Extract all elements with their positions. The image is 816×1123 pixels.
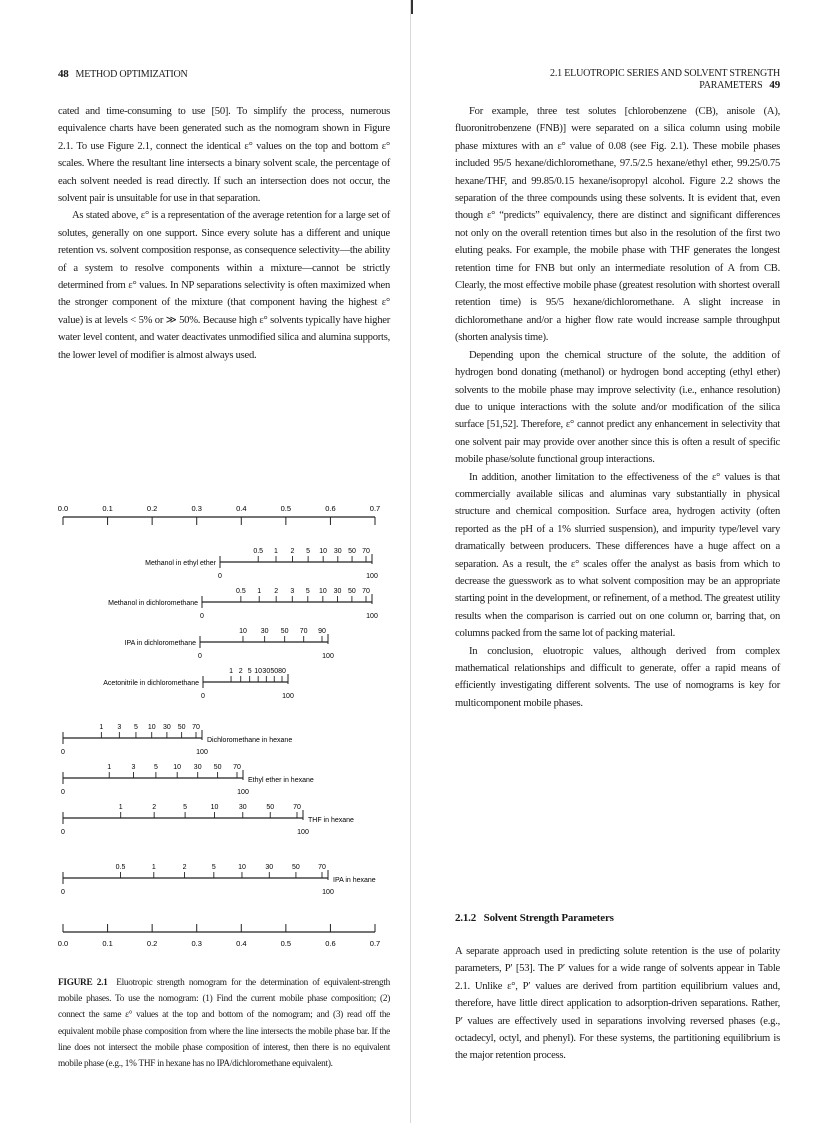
solvent-bar-tick-label: 5 [247,668,252,675]
solvent-bar-tick-label: 30 [333,548,342,555]
solvent-bar-tick-label: 70 [362,588,370,595]
section-heading [455,912,614,924]
solvent-bar-start-label: 0 [198,653,202,660]
solvent-bar-tick-label: 10 [318,588,327,595]
bottom-scale-label: 0.0 [57,939,69,948]
solvent-bar-tick-label: 70 [293,804,301,811]
solvent-bar-tick-label: 2 [238,668,243,675]
solvent-bar-tick-label: 30 [265,864,274,871]
paragraph: In conclusion, eluotropic values, although derived from complex mathematical relationships and difficult to generate, offer a rapid means of efficiently investigating different solvents. The use of nomograms is key for multicomponent mobile phases. [455,645,780,709]
right-page-number: 49 [769,79,780,91]
solvent-bar-name: THF in hexane [308,817,354,824]
top-scale-label: 0.4 [236,504,247,513]
solvent-bar-tick-label: 70 [233,764,241,771]
solvent-bar-tick-label: 70 [192,724,200,731]
solvent-bar-tick-label: 1 [118,804,123,811]
figure-caption-text: Eluotropic strength nomogram for the determination of equivalent-strength mobile phases. To use the nomogram: (1) Find the current mobile phase composition; (2) connect the same ε° values at the top and bottom of the nomogram; and (3) read off the equivalent mobile phase composition from where the line intersects the mobile phase bar. If the line does not intersect the mobile phase composition of interest, then there is no equivalent mobile phase (e.g., 1% THF in hexane has no IPA/dichloromethane equivalent). [58,978,390,1070]
solvent-bar-end-label: 100 [237,789,249,796]
solvent-bar-tick-label: 30 [333,588,342,595]
paragraph: A separate approach used in predicting solute retention is the use of polarity parameters, P′ [53]. The P′ values for a wide range of solvents appear in Table 2.1. Unlike ε°, P′ values are derived from partition equilibrium values and, therefore, have little direct application to adsorption-driven separations. Rather, P′ values are effectively used in separations involving reversed phases (e.g., octadecyl, octyl, and phenyl). For these systems, the partitioning equilibrium is the major retention process. [455,946,780,1062]
solvent-bar-tick-label: 5 [183,804,188,811]
solvent-bar-tick-label: 1 [99,724,104,731]
solvent-bar-tick-label: 5 [153,764,158,771]
solvent-bar-tick-label: 50 [292,864,300,871]
top-scale-label: 0.3 [191,504,202,513]
top-scale-label: 0.7 [369,504,381,513]
solvent-bar-end-label: 100 [297,829,309,836]
solvent-bar-tick-label: 30 [162,724,171,731]
solvent-bar-tick-label: 70 [318,864,326,871]
solvent-bar-tick-label: 50 [213,764,222,771]
solvent-bar-tick-label: 2 [274,588,279,595]
solvent-bar-tick-label: 10 [239,628,247,635]
solvent-bar-tick-label: 80 [278,668,286,675]
top-scale-label: 0.0 [57,504,69,513]
solvent-bar-tick-label: 5 [305,588,310,595]
solvent-bar-name: Acetonitrile in dichloromethane [103,680,199,687]
solvent-bar-tick-label: 50 [177,724,186,731]
solvent-bar-tick-label: 30 [262,668,271,675]
solvent-bar-name: Dichloromethane in hexane [207,737,293,744]
left-page-number: 48 [58,68,69,80]
solvent-bar-end-label: 100 [322,653,334,660]
solvent-bar-tick-label: 0.5 [115,864,126,871]
solvent-bar-end-label: 100 [366,573,378,580]
solvent-bar-tick-label: 10 [210,804,219,811]
solvent-bar-tick-label: 50 [266,804,275,811]
solvent-bar-start-label: 0 [61,749,65,756]
solvent-bar-name: Ethyl ether in hexane [248,777,314,784]
solvent-bar-tick-label: 30 [193,764,202,771]
solvent-bar-end-label: 100 [282,693,294,700]
left-running-title: METHOD OPTIMIZATION [75,69,188,80]
bottom-scale-label: 0.4 [236,939,247,948]
section-number: 2.1.2 [455,912,477,924]
bottom-scale-label: 0.7 [369,939,381,948]
solvent-bar-name: Methanol in dichloromethane [108,600,198,607]
nomogram-figure [50,500,400,960]
bottom-scale-label: 0.1 [102,939,113,948]
solvent-bar-tick-label: 10 [147,724,156,731]
top-scale-label: 0.5 [280,504,292,513]
right-column-text [455,103,780,712]
solvent-bar-tick-label: 5 [211,864,216,871]
solvent-bar-name: IPA in hexane [333,877,376,884]
solvent-bar-start-label: 0 [218,573,222,580]
solvent-bar-tick-label: 2 [152,804,157,811]
bottom-scale-label: 0.5 [280,939,292,948]
solvent-bar-start-label: 0 [61,889,65,896]
left-column-text [58,103,390,364]
nomogram-drawing [58,504,380,948]
solvent-bar-start-label: 0 [201,693,205,700]
paragraph: cated and time-consuming to use [50]. To simplify the process, numerous equivalence charts have been generated such as the nomogram shown in Figure 2.1. To use Figure 2.1, connect the identical ε° values on the top and bottom ε° scales. Where the resultant line intersects a binary solvent scale, the percentage of each solvent needed is read directly. If such an intersection does not occur, the solvent pair is unsuitable for use in that separation. [58,106,390,205]
solvent-bar-tick-label: 50 [280,628,289,635]
paragraph: For example, three test solutes [chlorobenzene (CB), anisole (A), fluoronitrobenzene (FNB)] were separated on a silica column using mobile phase mixtures with an ε° value of 0.08 (see Fig. 2.1). These mobile phases included 95/5 hexane/dichloromethane, 97.5/2.5 hexane/ethyl ether, 99.25/0.75 hexane/THF, and 99.85/0.15 hexane/isopropyl alcohol. Figure 2.2 shows the separation of the three compounds using these solvents. It is evident that, even though ε° “predicts” equivalency, there are distinct and significant differences not only on the overall retention times but also in the resolution of the first two eluting peaks. For example, the mobile phase with THF generates the longest retention time for FNB but only an intermediate resolution of A from CB. Clearly, the most effective mobile phase (greatest resolution with shortest overall retention time) is 95/5 hexane/dichloromethane. A slight increase in dichloromethane and/or a higher flow rate would increase sample throughput (shorten analysis time). [455,106,780,344]
bottom-scale-label: 0.2 [146,939,158,948]
solvent-bar-tick-label: 5 [306,548,311,555]
solvent-bar-tick-label: 0.5 [235,588,246,595]
solvent-bar-tick-label: 50 [348,548,356,555]
solvent-bar-end-label: 100 [366,613,378,620]
section-paragraph-block [455,943,780,1065]
section-title: Solvent Strength Parameters [483,912,614,924]
solvent-bar-tick-label: 50 [348,588,356,595]
paragraph: Depending upon the chemical structure of the solute, the addition of hydrogen bond donating (methanol) or hydrogen bond accepting (ethyl ether) solvents to the mobile phase may improve selectivity (i.e., enhance resolution) due to unique interactions with the solute and/or modification of the silica surface [51,52]. Therefore, ε° cannot predict any enhancement in selectivity that one solvent pair may provide over another since this is often a result of specific mobile phase/solute functional group interactions. [455,349,780,466]
solvent-bar-tick-label: 5 [133,724,138,731]
solvent-bar-tick-label: 10 [319,548,328,555]
solvent-bar-tick-label: 2 [182,864,187,871]
solvent-bar-tick-label: 3 [131,764,136,771]
paragraph: As stated above, ε° is a representation of the average retention for a large set of solutes, generally on one support. Since every solute has a different and unique retention vs. solvent composition response, as consequence selectivity—the ability of a system to resolve components within a mixture—cannot be strictly determined from ε° values. In NP separations selectivity is often maximized when the stronger component of the mixture (that component having the highest ε° value) is at levels < 5% or ≫ 50%. Because high ε° solvents typically have higher water level content, and water deactivates unmodified silica and alumina supports, the lower level of modifier is almost always used. [58,210,390,361]
solvent-bar-tick-label: 1 [229,668,234,675]
solvent-bar-start-label: 0 [61,789,65,796]
solvent-bar-tick-label: 30 [238,804,247,811]
solvent-bar-start-label: 0 [61,829,65,836]
paragraph: In addition, another limitation to the effectiveness of the ε° values is that commercially available silicas and aluminas vary substantially in physical structure and chemical composition. Surface area, hydrogen activity (often reported as the pH of a 1% slurried suspension), and impurity type/level vary dramatically between producers. These differences have a huge affect on a separation. As a result, the ε° scales offer the analyst as basis from which to decrease the guesswork as to what solvent composition may be an appropriate starting point in the development, or refinement, of a method. The greatest utility results when the comparison is carried out on one column or, barring that, on columns packed from the same lot of packing material. [455,471,780,640]
solvent-bar-tick-label: 70 [362,548,370,555]
solvent-bar-name: IPA in dichloromethane [124,640,196,647]
solvent-bar-end-label: 100 [196,749,208,756]
solvent-bar-tick-label: 50 [270,668,279,675]
solvent-bar-tick-label: 90 [318,628,326,635]
solvent-bar-tick-label: 3 [290,588,295,595]
page-gutter [410,0,411,1123]
solvent-bar-tick-label: 70 [299,628,308,635]
solvent-bar-end-label: 100 [322,889,334,896]
solvent-bar-start-label: 0 [200,613,204,620]
solvent-bar-tick-label: 1 [107,764,112,771]
solvent-bar-tick-label: 10 [173,764,182,771]
solvent-bar-tick-label: 2 [290,548,295,555]
solvent-bar-tick-label: 3 [117,724,122,731]
top-scale-label: 0.1 [102,504,113,513]
solvent-bar-tick-label: 1 [257,588,262,595]
figure-caption [58,975,390,1072]
solvent-bar-tick-label: 10 [254,668,263,675]
bottom-scale-label: 0.6 [325,939,336,948]
top-scale-label: 0.2 [146,504,158,513]
solvent-bar-tick-label: 30 [260,628,269,635]
bottom-scale-label: 0.3 [191,939,202,948]
solvent-bar-tick-label: 1 [274,548,278,555]
right-page-header [507,68,780,91]
solvent-bar-tick-label: 10 [238,864,246,871]
top-scale-label: 0.6 [325,504,336,513]
solvent-bar-name: Methanol in ethyl ether [145,560,216,567]
solvent-bar-tick-label: 0.5 [253,548,264,555]
binding-mark [411,0,413,14]
solvent-bar-tick-label: 1 [151,864,156,871]
left-page-header [58,68,188,80]
right-running-title: 2.1 ELUOTROPIC SERIES AND SOLVENT STRENGTH PARAMETERS [550,68,780,91]
figure-label: FIGURE 2.1 [58,978,108,988]
